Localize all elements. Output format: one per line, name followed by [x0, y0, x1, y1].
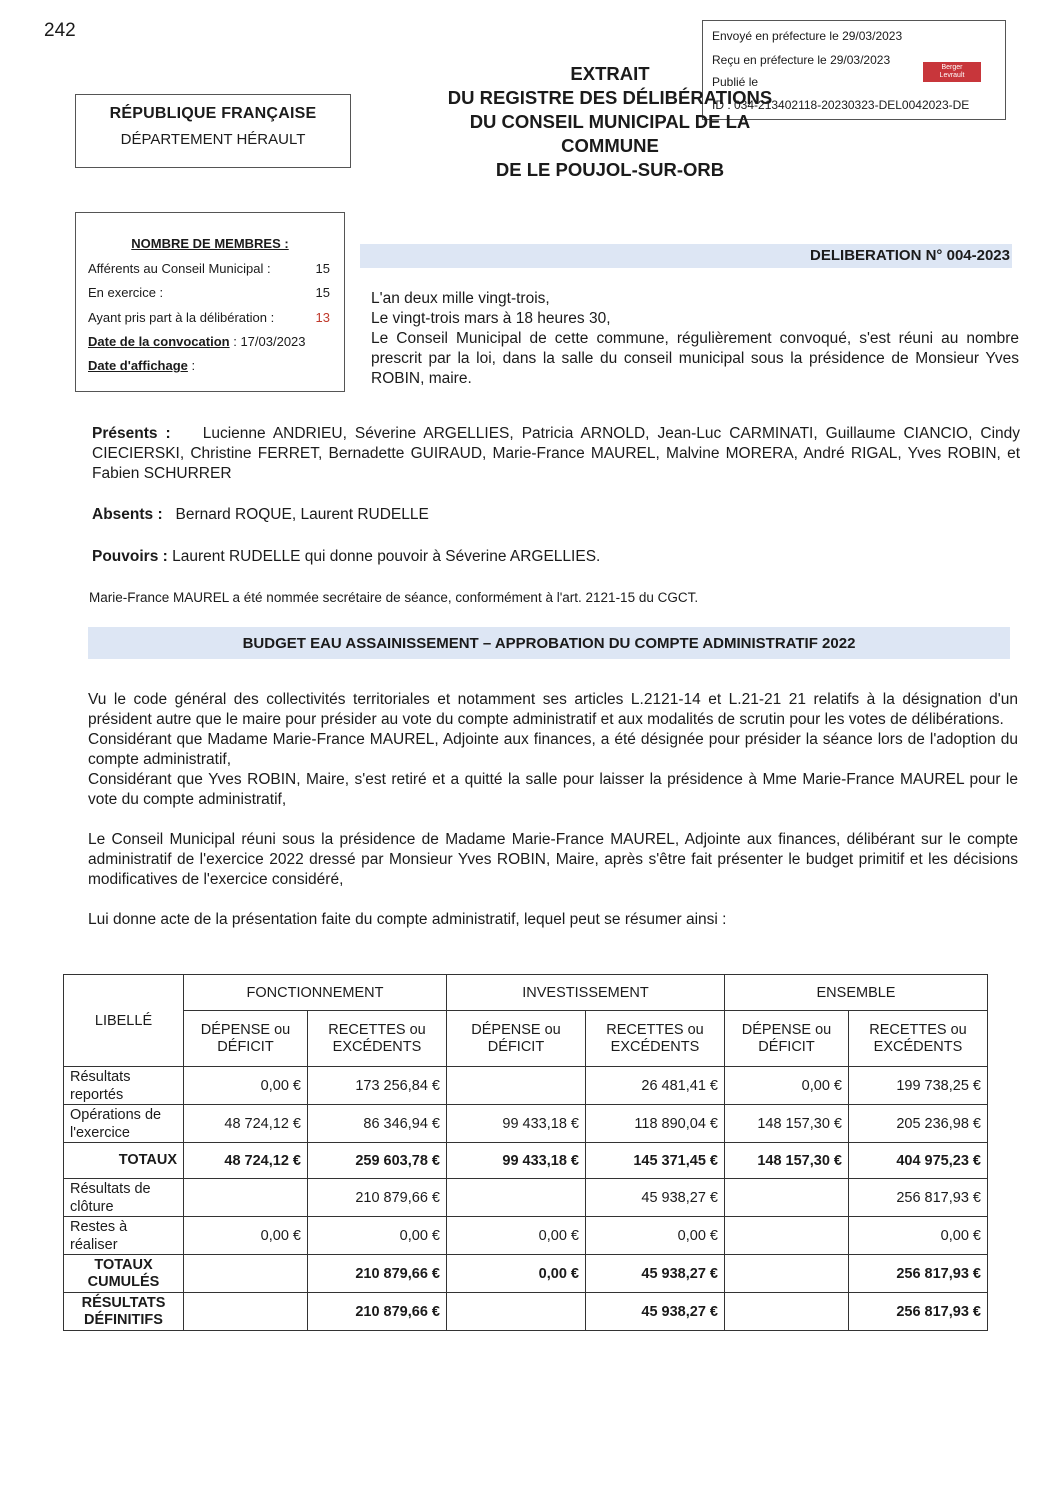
- subheader-line: DÉFICIT: [217, 1038, 274, 1055]
- body-text: [88, 690, 1018, 930]
- absents-paragraph: [92, 506, 1020, 524]
- pouvoirs-paragraph: [92, 548, 1020, 566]
- budget-title: BUDGET EAU ASSAINISSEMENT – APPROBATION DU COMPTE ADMINISTRATIF 2022: [242, 635, 856, 652]
- subheader-line: DÉPENSE ou: [741, 1021, 832, 1038]
- amount-cell: [447, 1179, 586, 1217]
- group-header: ENSEMBLE: [725, 975, 988, 1011]
- subheader-line: EXCÉDENTS: [332, 1038, 422, 1055]
- amount-cell: 205 236,98 €: [849, 1105, 988, 1143]
- table-row: [64, 1105, 988, 1143]
- row-label-line: TOTAUX: [94, 1256, 153, 1273]
- row-label-line: clôture: [70, 1198, 114, 1215]
- amount-cell: 199 738,25 €: [849, 1067, 988, 1105]
- stamp-recu: Reçu en préfecture le 29/03/2023: [712, 53, 891, 67]
- row-label-line: Résultats de: [70, 1180, 151, 1197]
- amount-cell: 0,00 €: [586, 1217, 725, 1255]
- subheader-line: EXCÉDENTS: [610, 1038, 700, 1055]
- amount-cell: 0,00 €: [849, 1217, 988, 1255]
- body-paragraph-1: Vu le code général des collectivités territoriales et notamment ses articles L.2121-14 et L.21-21 21 relatifs à la désignation d'un président autre que le maire pour présider au vote du compte administratif et aux modalités de scrutin pour les votes de délibérations.: [88, 691, 1018, 728]
- pouvoirs-text: Laurent RUDELLE qui donne pouvoir à Séverine ARGELLIES.: [172, 548, 601, 565]
- stamp-publie: Publié le: [712, 75, 759, 89]
- convocation-row: [88, 334, 306, 349]
- republic-header-box: [75, 94, 351, 168]
- subheader-row: [64, 1011, 988, 1067]
- subheader-line: DÉFICIT: [487, 1038, 545, 1055]
- presents-text: Lucienne ANDRIEU, Séverine ARGELLIES, Patricia ARNOLD, Jean-Luc CARMINATI, Guillaume CIANCIO, Cindy CIECIERSKI, Christine FERRET, Bernadette GUIRAUD, Marie-France MAUREL, Malvine MORERA, André RIGAL, Yves ROBIN, et Fabien SCHURRER: [92, 425, 1021, 482]
- convocation-value: : 17/03/2023: [233, 334, 306, 349]
- amount-cell: 99 433,18 €: [447, 1143, 586, 1179]
- amount-cell: 0,00 €: [447, 1217, 586, 1255]
- libelle-header: LIBELLÉ: [64, 975, 184, 1067]
- amount-cell: 145 371,45 €: [586, 1143, 725, 1179]
- amount-cell: 0,00 €: [447, 1255, 586, 1293]
- title-line-5: DE LE POUJOL-SUR-ORB: [495, 159, 725, 180]
- subheader-cell: [849, 1011, 988, 1067]
- table-row: [64, 1255, 988, 1293]
- body-paragraph-5: Lui donne acte de la présentation faite du compte administratif, lequel peut se résumer ainsi :: [88, 911, 727, 928]
- amount-cell: 48 724,12 €: [184, 1105, 308, 1143]
- republic-label: RÉPUBLIQUE FRANÇAISE: [109, 105, 317, 122]
- title-line-3: DU CONSEIL MUNICIPAL DE LA: [469, 111, 751, 132]
- amount-cell: [725, 1293, 849, 1331]
- affichage-row: [88, 358, 195, 373]
- amount-cell: [725, 1179, 849, 1217]
- pris-part-value: 13: [315, 310, 330, 325]
- amount-cell: 0,00 €: [725, 1067, 849, 1105]
- row-label-line: RÉSULTATS: [81, 1294, 166, 1311]
- amount-cell: [725, 1255, 849, 1293]
- presents-paragraph: [92, 424, 1020, 484]
- amount-cell: 173 256,84 €: [308, 1067, 447, 1105]
- absents-label: Absents :: [92, 506, 163, 523]
- title-line-1: EXTRAIT: [570, 63, 650, 84]
- subheader-line: DÉFICIT: [758, 1038, 815, 1055]
- subheader-cell: [447, 1011, 586, 1067]
- amount-cell: [184, 1293, 308, 1331]
- exercice-value: 15: [315, 285, 330, 300]
- amount-cell: 45 938,27 €: [586, 1255, 725, 1293]
- amount-cell: [447, 1293, 586, 1331]
- budget-title-band: [88, 627, 1010, 659]
- table-body: [64, 1067, 988, 1331]
- row-label: [64, 1255, 184, 1293]
- members-heading: NOMBRE DE MEMBRES :: [131, 236, 289, 251]
- subheader-line: DÉPENSE ou: [471, 1021, 561, 1038]
- affichage-label: Date d'affichage: [88, 358, 188, 373]
- affichage-suffix: :: [187, 358, 196, 373]
- row-label-line: DÉFINITIFS: [84, 1311, 163, 1328]
- row-label: [64, 1293, 184, 1331]
- row-label-line: Restes à: [70, 1218, 128, 1235]
- members-box: [75, 212, 345, 392]
- subheader-line: RECETTES ou: [328, 1021, 426, 1038]
- intro-text: [371, 289, 1019, 389]
- document-title: [380, 62, 840, 182]
- amount-cell: 210 879,66 €: [308, 1293, 447, 1331]
- page-number: 242: [44, 20, 76, 41]
- stamp-envoye: Envoyé en préfecture le 29/03/2023: [712, 29, 903, 43]
- intro-line-1: L'an deux mille vingt-trois,: [371, 290, 550, 307]
- amount-cell: 45 938,27 €: [586, 1293, 725, 1331]
- body-paragraph-4: Le Conseil Municipal réuni sous la présidence de Madame Marie-France MAUREL, Adjointe aux finances, délibérant sur le compte administratif de l'exercice 2022 dressé par Monsieur Yves ROBIN, Maire, après s'être fait présenter le budget primitif et les décisions modificatives de l'exercice considéré,: [88, 831, 1018, 888]
- row-label: [64, 1217, 184, 1255]
- amount-cell: 148 157,30 €: [725, 1143, 849, 1179]
- berger-levrault-logo: [923, 62, 981, 82]
- subheader-line: RECETTES ou: [869, 1021, 967, 1038]
- amount-cell: 86 346,94 €: [308, 1105, 447, 1143]
- intro-line-2: Le vingt-trois mars à 18 heures 30,: [371, 310, 611, 327]
- group-header: FONCTIONNEMENT: [184, 975, 447, 1011]
- intro-line-3: Le Conseil Municipal de cette commune, régulièrement convoqué, s'est réuni au nombre prescrit par la loi, dans la salle du conseil municipal sous la présidence de Monsieur Yves ROBIN, maire.: [371, 330, 1019, 387]
- deliberation-number: DELIBERATION N° 004-2023: [810, 247, 1010, 264]
- row-label-line: reportés: [70, 1086, 124, 1103]
- amount-cell: 210 879,66 €: [308, 1255, 447, 1293]
- amount-cell: 99 433,18 €: [447, 1105, 586, 1143]
- amount-cell: [184, 1255, 308, 1293]
- subheader-line: RECETTES ou: [606, 1021, 704, 1038]
- afferents-label: Afférents au Conseil Municipal :: [88, 261, 271, 276]
- amount-cell: 0,00 €: [184, 1217, 308, 1255]
- pouvoirs-label: Pouvoirs :: [92, 548, 168, 565]
- subheader-line: EXCÉDENTS: [873, 1038, 963, 1055]
- presents-label: Présents :: [92, 425, 171, 442]
- table-row: [64, 1217, 988, 1255]
- subheader-cell: [308, 1011, 447, 1067]
- amount-cell: 404 975,23 €: [849, 1143, 988, 1179]
- amount-cell: 48 724,12 €: [184, 1143, 308, 1179]
- amount-cell: [184, 1179, 308, 1217]
- stamp-id: ID : 034-213402118-20230323-DEL0042023-DE: [712, 98, 970, 112]
- row-label-line: réaliser: [70, 1236, 118, 1253]
- subheader-cell: [586, 1011, 725, 1067]
- convocation-label: Date de la convocation: [88, 334, 230, 349]
- amount-cell: 0,00 €: [184, 1067, 308, 1105]
- amount-cell: 210 879,66 €: [308, 1179, 447, 1217]
- amount-cell: 0,00 €: [308, 1217, 447, 1255]
- table-row: [64, 1293, 988, 1331]
- row-label-line: CUMULÉS: [87, 1273, 160, 1290]
- amount-cell: 148 157,30 €: [725, 1105, 849, 1143]
- secretary-note: Marie-France MAUREL a été nommée secrétaire de séance, conformément à l'art. 2121-15 du CGCT.: [89, 590, 699, 605]
- row-label-line: Résultats: [70, 1068, 131, 1085]
- table-row: [64, 1179, 988, 1217]
- row-label: [64, 1105, 184, 1143]
- amount-cell: 45 938,27 €: [586, 1179, 725, 1217]
- pris-part-label: Ayant pris part à la délibération :: [88, 310, 275, 325]
- logo-line-1: Berger: [941, 64, 963, 71]
- amount-cell: 26 481,41 €: [586, 1067, 725, 1105]
- deliberation-band: [360, 244, 1012, 268]
- title-line-4: COMMUNE: [561, 135, 659, 156]
- row-label-line: l'exercice: [70, 1124, 130, 1141]
- absents-text: Bernard ROQUE, Laurent RUDELLE: [175, 506, 429, 523]
- subheader-cell: [725, 1011, 849, 1067]
- amount-cell: 256 817,93 €: [849, 1293, 988, 1331]
- row-label: [64, 1067, 184, 1105]
- amount-cell: 259 603,78 €: [308, 1143, 447, 1179]
- row-label-line: TOTAUX: [118, 1152, 177, 1168]
- body-paragraph-2: Considérant que Madame Marie-France MAUREL, Adjointe aux finances, a été désignée pour présider la séance lors de l'adoption du compte administratif,: [88, 731, 1018, 768]
- exercice-label: En exercice :: [88, 285, 164, 300]
- amount-cell: 256 817,93 €: [849, 1255, 988, 1293]
- subheader-line: DÉPENSE ou: [200, 1021, 291, 1038]
- amount-cell: 118 890,04 €: [586, 1105, 725, 1143]
- amount-cell: 256 817,93 €: [849, 1179, 988, 1217]
- department-label: DÉPARTEMENT HÉRAULT: [120, 131, 306, 148]
- logo-line-2: Levrault: [939, 72, 965, 79]
- table-row: [64, 1067, 988, 1105]
- amount-cell: [725, 1217, 849, 1255]
- amount-cell: [447, 1067, 586, 1105]
- body-paragraph-3: Considérant que Yves ROBIN, Maire, s'est retiré et a quitté la salle pour laisser la présidence à Mme Marie-France MAUREL pour le vote du compte administratif,: [88, 771, 1018, 808]
- afferents-value: 15: [315, 261, 330, 276]
- title-line-2: DU REGISTRE DES DÉLIBÉRATIONS: [447, 87, 773, 108]
- table-row: [64, 1143, 988, 1179]
- subheader-cell: [184, 1011, 308, 1067]
- row-label-line: Opérations de: [70, 1106, 162, 1123]
- row-label: [64, 1143, 184, 1179]
- group-header: INVESTISSEMENT: [447, 975, 725, 1011]
- accounts-table: [63, 974, 988, 1331]
- row-label: [64, 1179, 184, 1217]
